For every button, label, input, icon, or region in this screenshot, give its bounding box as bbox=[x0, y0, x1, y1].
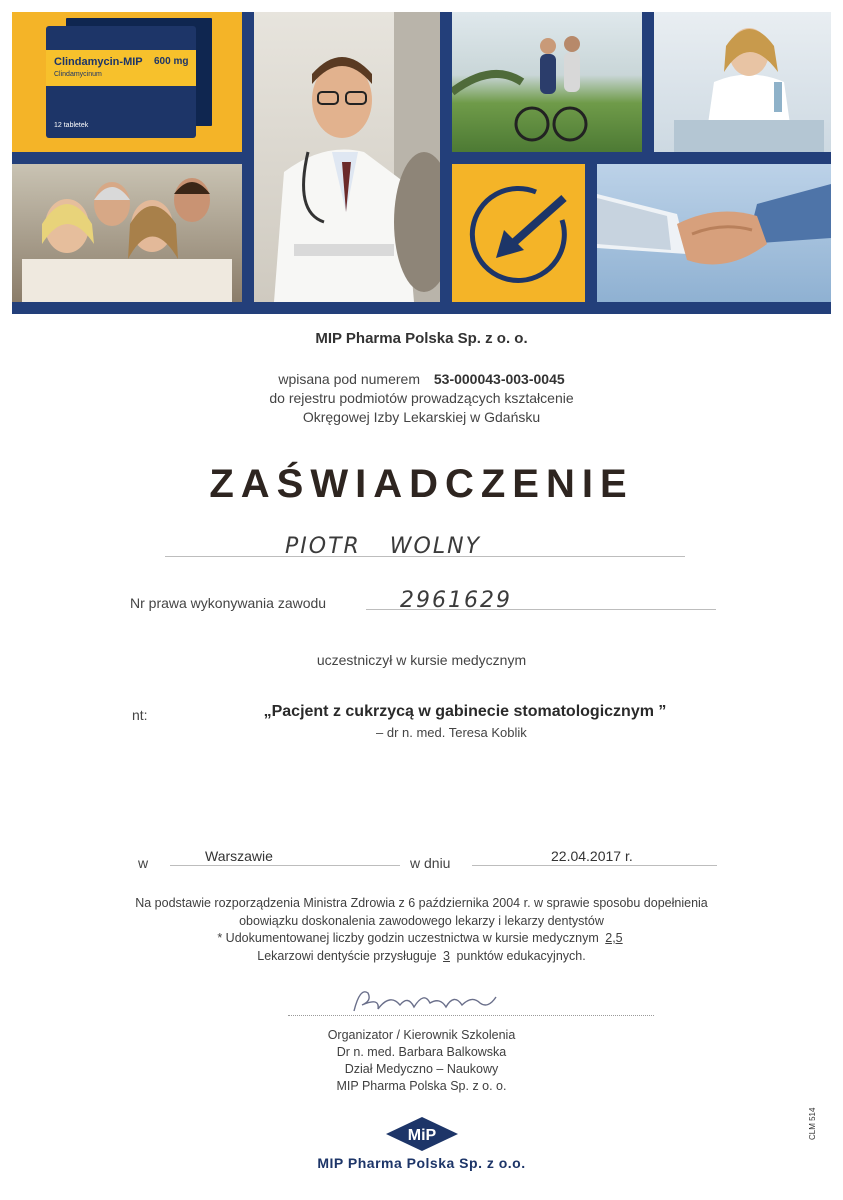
registry-line-1 bbox=[0, 371, 843, 387]
place-value: Warszawie bbox=[205, 848, 273, 864]
legal-line-4 bbox=[0, 948, 843, 966]
points-value: 3 bbox=[443, 948, 450, 963]
family-photo bbox=[12, 164, 242, 302]
organizer-company: MIP Pharma Polska Sp. z o. o. bbox=[336, 1079, 507, 1093]
legal-basis bbox=[0, 895, 843, 965]
recipient-name: PIOTR WOLNY bbox=[285, 534, 482, 559]
points-suffix: punktów edukacyjnych. bbox=[456, 948, 586, 963]
package-generic-name: Clindamycinum bbox=[54, 71, 102, 78]
organizer-name: Dr n. med. Barbara Balkowska bbox=[336, 1045, 507, 1059]
legal-line-3 bbox=[0, 930, 843, 948]
header-collage bbox=[12, 12, 831, 314]
license-number: 2961629 bbox=[400, 588, 512, 613]
date-value: 22.04.2017 r. bbox=[551, 848, 633, 864]
product-box-photo bbox=[12, 12, 242, 152]
legal-line-1: Na podstawie rozporządzenia Ministra Zdrowia z 6 października 2004 r. w sprawie sposobu dopełnienia bbox=[135, 896, 708, 910]
legal-line-2: obowiązku doskonalenia zawodowego lekarzy i lekarzy dentystów bbox=[239, 913, 604, 928]
points-prefix: Lekarzowi dentyście przysługuje bbox=[257, 948, 437, 963]
package-count: 12 tabletek bbox=[54, 122, 89, 129]
course-author: – dr n. med. Teresa Koblik bbox=[376, 725, 527, 740]
handshake-photo bbox=[597, 164, 831, 302]
topic-label: nt: bbox=[132, 707, 148, 723]
date-label: w dniu bbox=[410, 855, 451, 871]
hours-value: 2,5 bbox=[605, 931, 623, 945]
logo-text: MiP bbox=[407, 1127, 437, 1144]
registry-number: 53-000043-003-0045 bbox=[433, 371, 565, 387]
participation-text: uczestniczył w kursie medycznym bbox=[316, 652, 527, 668]
registry-prefix: wpisana pod numerem bbox=[278, 371, 420, 387]
footer-company-name: MIP Pharma Polska Sp. z o.o. bbox=[317, 1155, 526, 1171]
date-underline bbox=[472, 865, 717, 866]
laboratory-photo bbox=[654, 12, 831, 152]
place-label: w bbox=[138, 855, 149, 871]
package-dose: 600 mg bbox=[154, 56, 189, 67]
certificate-title: ZAŚWIADCZENIE bbox=[209, 462, 634, 506]
signature bbox=[350, 983, 500, 1017]
signature-line bbox=[288, 1015, 654, 1016]
registry-line-3: Okręgowej Izby Lekarskiej w Gdańsku bbox=[302, 409, 541, 425]
organizer-department: Dział Medyczno – Naukowy bbox=[344, 1062, 499, 1076]
registry-line-2: do rejestru podmiotów prowadzących kształcenie bbox=[269, 390, 574, 406]
cyclists-photo bbox=[452, 12, 642, 152]
doctor-photo bbox=[254, 12, 440, 302]
course-topic: „Pacjent z cukrzycą w gabinecie stomatologicznym ” bbox=[263, 703, 667, 720]
document-code: CLM 514 bbox=[808, 1107, 817, 1140]
license-label: Nr prawa wykonywania zawodu bbox=[130, 595, 327, 611]
place-underline bbox=[170, 865, 400, 866]
issuer-company-name: MIP Pharma Polska Sp. z o. o. bbox=[315, 330, 528, 347]
organizer-block bbox=[0, 1027, 843, 1095]
mip-logo bbox=[384, 1116, 460, 1152]
organizer-role: Organizator / Kierownik Szkolenia bbox=[327, 1028, 516, 1042]
package-product-name: Clindamycin-MIP bbox=[54, 56, 143, 68]
hours-text: * Udokumentowanej liczby godzin uczestnictwa w kursie medycznym bbox=[217, 931, 599, 945]
clock-arrow-graphic bbox=[452, 164, 585, 302]
medicine-package bbox=[46, 26, 196, 138]
